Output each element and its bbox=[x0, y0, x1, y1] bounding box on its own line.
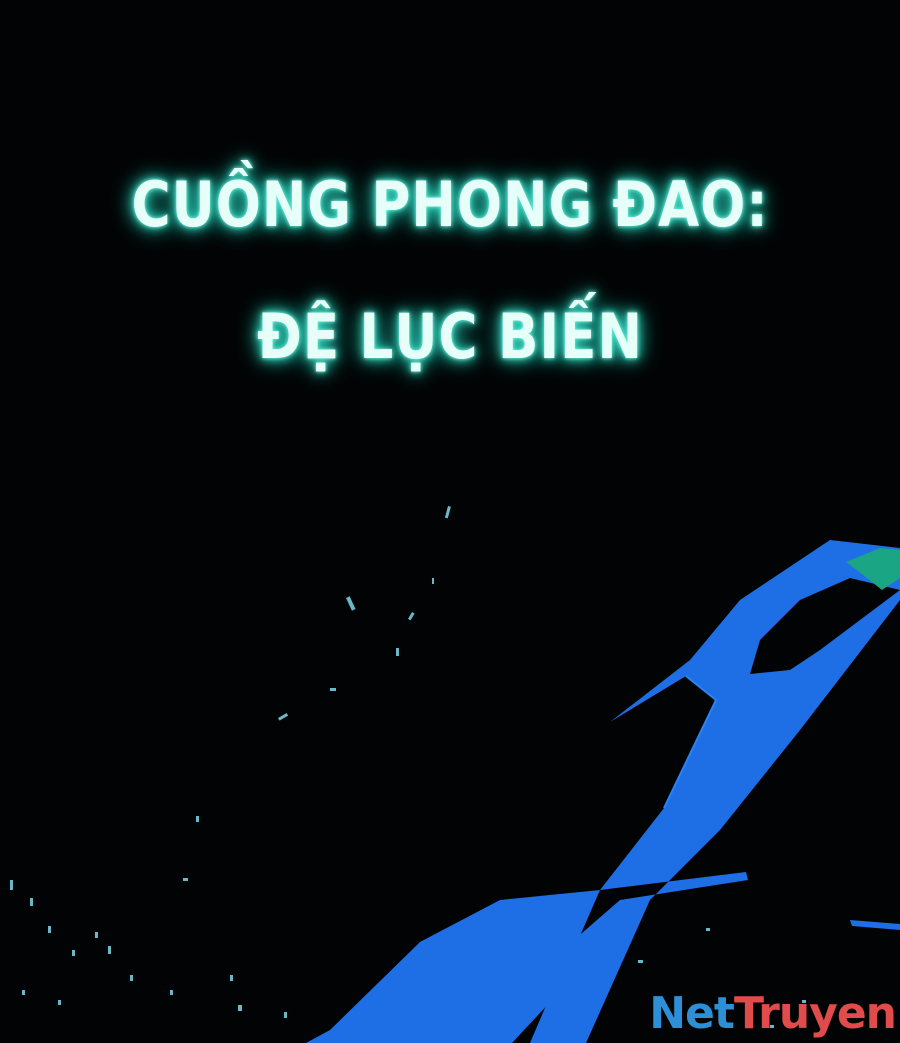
watermark-part-a: Net bbox=[649, 988, 734, 1039]
watermark-logo bbox=[649, 988, 896, 1039]
blue-slash-shape bbox=[306, 540, 900, 1043]
title-line-1: CUỒNG PHONG ĐAO: bbox=[131, 168, 769, 241]
title-line-2: ĐỆ LỤC BIẾN bbox=[257, 300, 643, 373]
watermark-part-b: Truyen bbox=[733, 988, 896, 1039]
